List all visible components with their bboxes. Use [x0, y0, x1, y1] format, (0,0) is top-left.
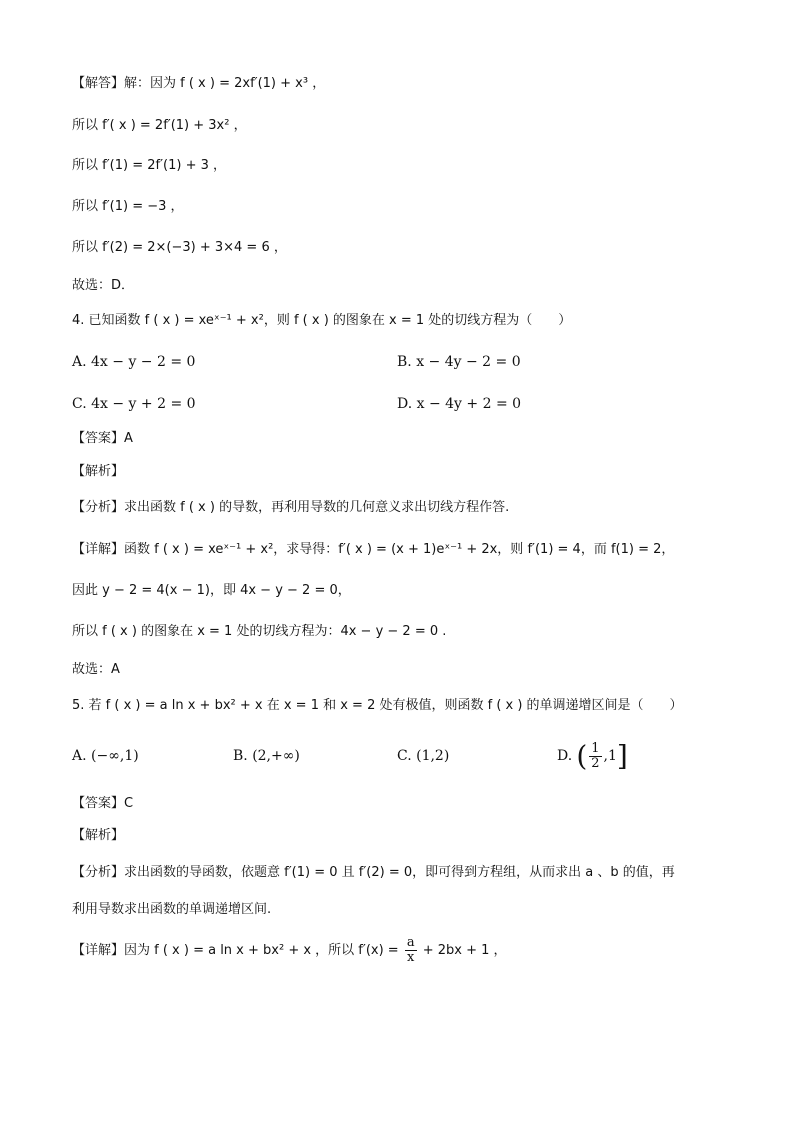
q4-option-b: B. x − 4y − 2 = 0: [397, 354, 521, 370]
q5-detail: 【详解】因为 f ( x ) = a ln x + bx² + x ，所以 f′(x) = $\frac{a}{x}$ + 2bx + 1 ，: [72, 935, 507, 965]
q4-answer: 【答案】A: [72, 431, 133, 446]
q4-option-a: A. 4x − y − 2 = 0: [72, 354, 196, 370]
fraction-one-half: $\frac{1}{2}$: [591, 741, 600, 771]
answer-choice-3: 故选：D．: [72, 278, 135, 293]
q4-choice: 故选：A: [72, 662, 120, 677]
answer-line-1: 【解答】解：因为 f ( x ) = 2xf′(1) + x³ ，: [72, 76, 326, 91]
q4-option-c: C. 4x − y + 2 = 0: [72, 396, 196, 412]
q5-analysis-heading: 【解析】: [72, 828, 125, 843]
q4-analysis-heading: 【解析】: [72, 464, 125, 479]
answer-line-2: 所以 f′( x ) = 2f′(1) + 3x² ，: [72, 118, 247, 133]
q5-option-a: A. (−∞,1): [72, 748, 139, 764]
question-4: 4. 已知函数 f ( x ) = xeˣ⁻¹ + x²，则 f ( x ) 的图象在 x = 1 处的切线方程为（ ）: [72, 313, 572, 328]
answer-line-5: 所以 f′(2) = 2×(−3) + 3×4 = 6 ，: [72, 240, 287, 255]
q5-option-d: D. ( $\frac{1}{2}$ ,1]: [557, 739, 628, 773]
question-5: 5. 若 f ( x ) = a ln x + bx² + x 在 x = 1 和 x = 2 处有极值，则函数 f ( x ) 的单调递增区间是（ ）: [72, 698, 683, 713]
q4-detail-line-3: 所以 f ( x ) 的图象在 x = 1 处的切线方程为：4x − y − 2 = 0 .: [72, 624, 447, 639]
q5-answer: 【答案】C: [72, 796, 134, 811]
q4-analysis: 【分析】求出函数 f ( x ) 的导数，再利用导数的几何意义求出切线方程作答.: [72, 500, 510, 515]
answer-line-4: 所以 f′(1) = −3 ，: [72, 199, 184, 214]
q5-option-c: C. (1,2): [397, 748, 450, 764]
fraction-a-over-x: $\frac{a}{x}$: [406, 935, 415, 965]
q5-analysis-line-2: 利用导数求出函数的单调递增区间.: [72, 902, 272, 917]
q4-detail: 【详解】函数 f ( x ) = xeˣ⁻¹ + x²，求导得：f′( x ) = (x + 1)eˣ⁻¹ + 2x，则 f′(1) = 4，而 f(1) = 2，: [72, 542, 675, 557]
q5-analysis: 【分析】求出函数的导函数，依题意 f′(1) = 0 且 f′(2) = 0，即可得到方程组，从而求出 a 、b 的值，再: [72, 865, 675, 880]
q4-option-d: D. x − 4y + 2 = 0: [397, 396, 522, 412]
answer-line-3: 所以 f′(1) = 2f′(1) + 3 ，: [72, 158, 227, 173]
q5-option-b: B. (2,+∞): [233, 748, 300, 764]
q4-detail-line-2: 因此 y − 2 = 4(x − 1)，即 4x − y − 2 = 0，: [72, 583, 351, 598]
